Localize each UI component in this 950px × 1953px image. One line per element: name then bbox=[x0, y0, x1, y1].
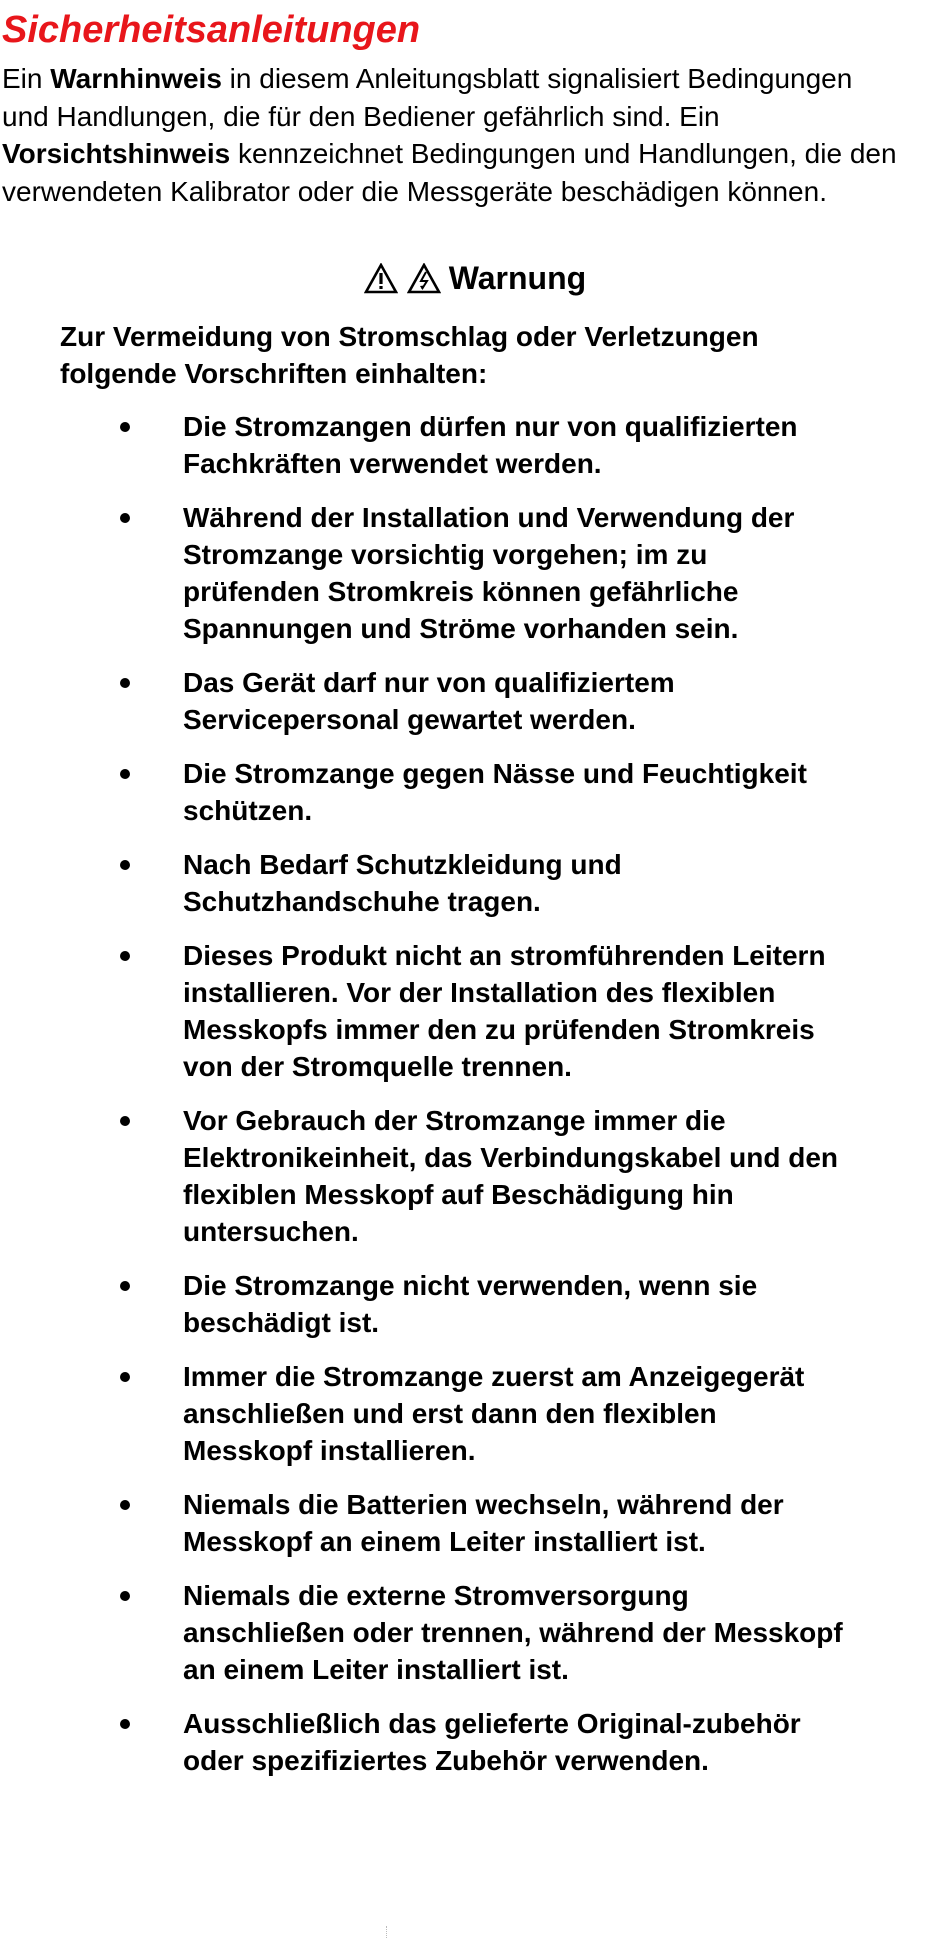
list-item-text: Die Stromzangen dürfen nur von qualifizierten Fachkräften verwendet werden. bbox=[183, 411, 798, 479]
list-item-text: Nach Bedarf Schutzkleidung und Schutzhandschuhe tragen. bbox=[183, 849, 622, 917]
list-item bbox=[0, 1577, 843, 1688]
page-title: Sicherheitsanleitungen bbox=[2, 9, 421, 51]
intro-bold-vorsichtshinweis: Vorsichtshinweis bbox=[2, 138, 231, 169]
page-divider-mark bbox=[386, 1926, 388, 1938]
list-item-text: Während der Installation und Verwendung der Stromzange vorsichtig vorgehen; im zu prüfenden Stromkreis können gefährliche Spannungen und Ströme vorhanden sein. bbox=[183, 502, 795, 644]
intro-paragraph bbox=[2, 60, 902, 210]
warning-heading bbox=[0, 258, 950, 303]
bullet-icon bbox=[120, 951, 130, 961]
warning-icons bbox=[364, 263, 441, 303]
list-item bbox=[0, 755, 843, 829]
list-item-text: Das Gerät darf nur von qualifiziertem Servicepersonal gewartet werden. bbox=[183, 667, 675, 735]
list-item bbox=[0, 1486, 843, 1560]
list-item bbox=[0, 664, 843, 738]
intro-text-1: Ein bbox=[2, 63, 51, 94]
warning-list bbox=[0, 408, 950, 1796]
warning-intro: Zur Vermeidung von Stromschlag oder Verletzungen folgende Vorschriften einhalten: bbox=[60, 321, 759, 389]
list-item-text: Immer die Stromzange zuerst am Anzeigegerät anschließen und erst dann den flexiblen Messkopf installieren. bbox=[183, 1361, 805, 1466]
bullet-icon bbox=[120, 860, 130, 870]
bullet-icon bbox=[120, 769, 130, 779]
intro-text-3: kennzeichnet Bedingungen und Handlungen, die den verwendeten Kalibrator oder die Messgeräte beschädigen können. bbox=[2, 138, 897, 207]
list-item-text: Niemals die Batterien wechseln, während der Messkopf an einem Leiter installiert ist. bbox=[183, 1489, 784, 1557]
bullet-icon bbox=[120, 1719, 130, 1729]
warning-heading-label: Warnung bbox=[448, 260, 587, 296]
bullet-icon bbox=[120, 422, 130, 432]
list-item-text: Vor Gebrauch der Stromzange immer die Elektronikeinheit, das Verbindungskabel und den flexiblen Messkopf auf Beschädigung hin untersuchen. bbox=[183, 1105, 839, 1247]
list-item bbox=[0, 499, 843, 647]
bullet-icon bbox=[120, 1281, 130, 1291]
list-item bbox=[0, 846, 843, 920]
list-item bbox=[0, 1705, 843, 1779]
list-item bbox=[0, 1102, 843, 1250]
list-item-text: Niemals die externe Stromversorgung anschließen oder trennen, während der Messkopf an einem Leiter installiert ist. bbox=[183, 1580, 843, 1685]
bullet-icon bbox=[120, 1591, 130, 1601]
list-item bbox=[0, 1358, 843, 1469]
bullet-icon bbox=[120, 513, 130, 523]
bullet-icon bbox=[120, 1372, 130, 1382]
bullet-icon bbox=[120, 1116, 130, 1126]
bullet-icon bbox=[120, 678, 130, 688]
list-item-text: Dieses Produkt nicht an stromführenden Leitern installieren. Vor der Installation des flexiblen Messkopfs immer den zu prüfenden Stromkreis von der Stromquelle trennen. bbox=[183, 940, 826, 1082]
list-item-text: Ausschließlich das gelieferte Original-zubehör oder spezifiziertes Zubehör verwenden. bbox=[183, 1708, 801, 1776]
list-item-text: Die Stromzange nicht verwenden, wenn sie beschädigt ist. bbox=[183, 1270, 758, 1338]
high-voltage-triangle-icon bbox=[407, 263, 441, 294]
intro-bold-warnhinweis: Warnhinweis bbox=[50, 63, 222, 94]
bullet-icon bbox=[120, 1500, 130, 1510]
list-item-text: Die Stromzange gegen Nässe und Feuchtigkeit schützen. bbox=[183, 758, 807, 826]
list-item bbox=[0, 408, 843, 482]
list-item bbox=[0, 937, 843, 1085]
warning-triangle-icon bbox=[364, 263, 398, 294]
intro-text-2: in diesem Anleitungsblatt signalisiert Bedingungen und Handlungen, die für den Bediener gefährlich sind. Ein bbox=[2, 63, 853, 132]
list-item bbox=[0, 1267, 843, 1341]
